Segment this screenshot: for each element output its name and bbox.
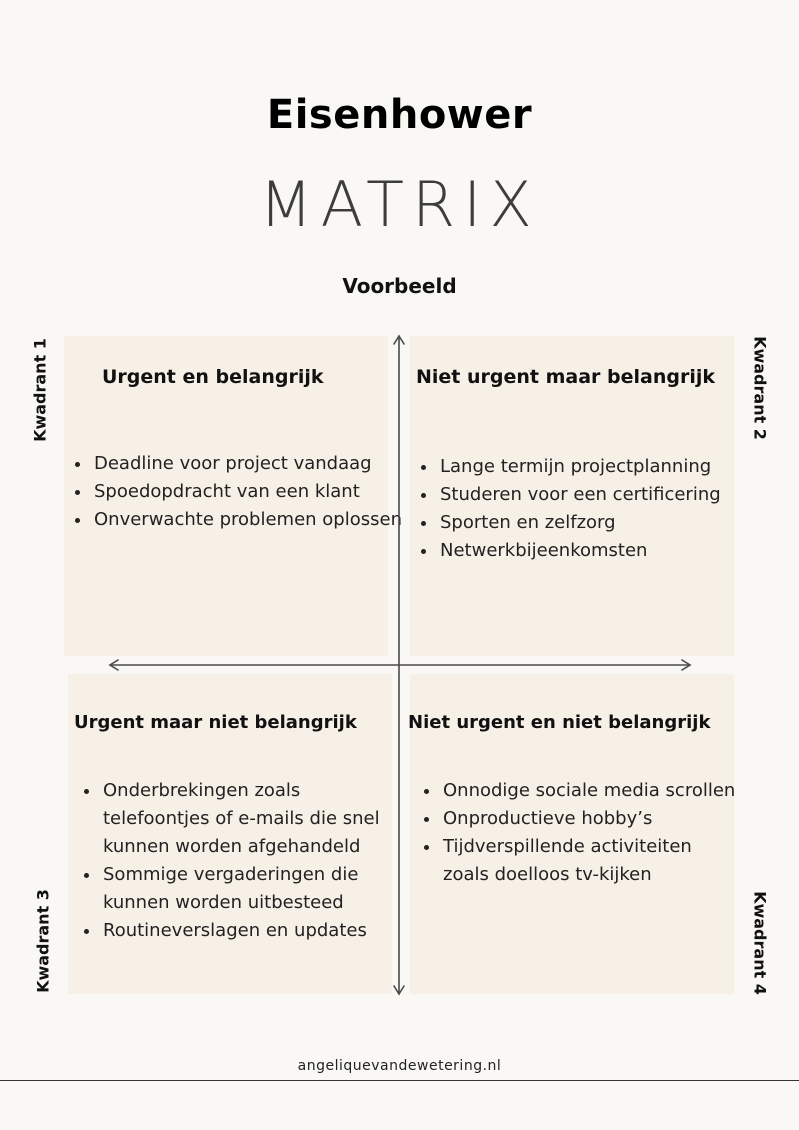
list-item: • Routineverslagen en updates <box>101 917 411 945</box>
list-item: • Sporten en zelfzorg <box>438 509 754 537</box>
quadrant-3-label: Kwadrant 3 <box>33 889 53 993</box>
list-item: • Lange termijn projectplanning <box>438 453 754 481</box>
footer-divider <box>0 1080 799 1081</box>
list-item: • Spoedopdracht van een klant <box>92 478 402 506</box>
page-title: Eisenhower <box>266 92 533 138</box>
list-item: • Onverwachte problemen oplossen <box>92 506 402 534</box>
quadrant-title: Niet urgent maar belangrijk <box>416 366 716 388</box>
list-item: • Netwerkbijeenkomsten <box>438 537 754 565</box>
list-item: • Onnodige sociale media scrollen <box>441 777 741 805</box>
list-item: • Studeren voor een certificering <box>438 481 754 509</box>
page-subtitle: MATRIX <box>259 168 540 241</box>
list-item: • Onderbrekingen zoals telefoontjes of e-mails die snel kunnen worden afgehandeld <box>101 777 411 861</box>
quadrant-title: Urgent maar niet belangrijk <box>74 712 357 733</box>
quadrant-title: Niet urgent en niet belangrijk <box>408 712 711 733</box>
list-item: • Sommige vergaderingen die kunnen worden uitbesteed <box>101 861 411 917</box>
list-item: • Deadline voor project vandaag <box>92 450 402 478</box>
footer-url: angeliquevandewetering.nl <box>297 1058 502 1074</box>
quadrant-1-label: Kwadrant 1 <box>30 338 50 442</box>
example-label: Voorbeeld <box>342 274 457 298</box>
list-item: • Tijdverspillende activiteiten zoals doelloos tv-kijken <box>441 833 741 889</box>
list-item: • Onproductieve hobby’s <box>441 805 741 833</box>
quadrant-4-label: Kwadrant 4 <box>750 891 770 995</box>
quadrant-2-label: Kwadrant 2 <box>750 336 770 440</box>
quadrant-title: Urgent en belangrijk <box>102 366 324 388</box>
